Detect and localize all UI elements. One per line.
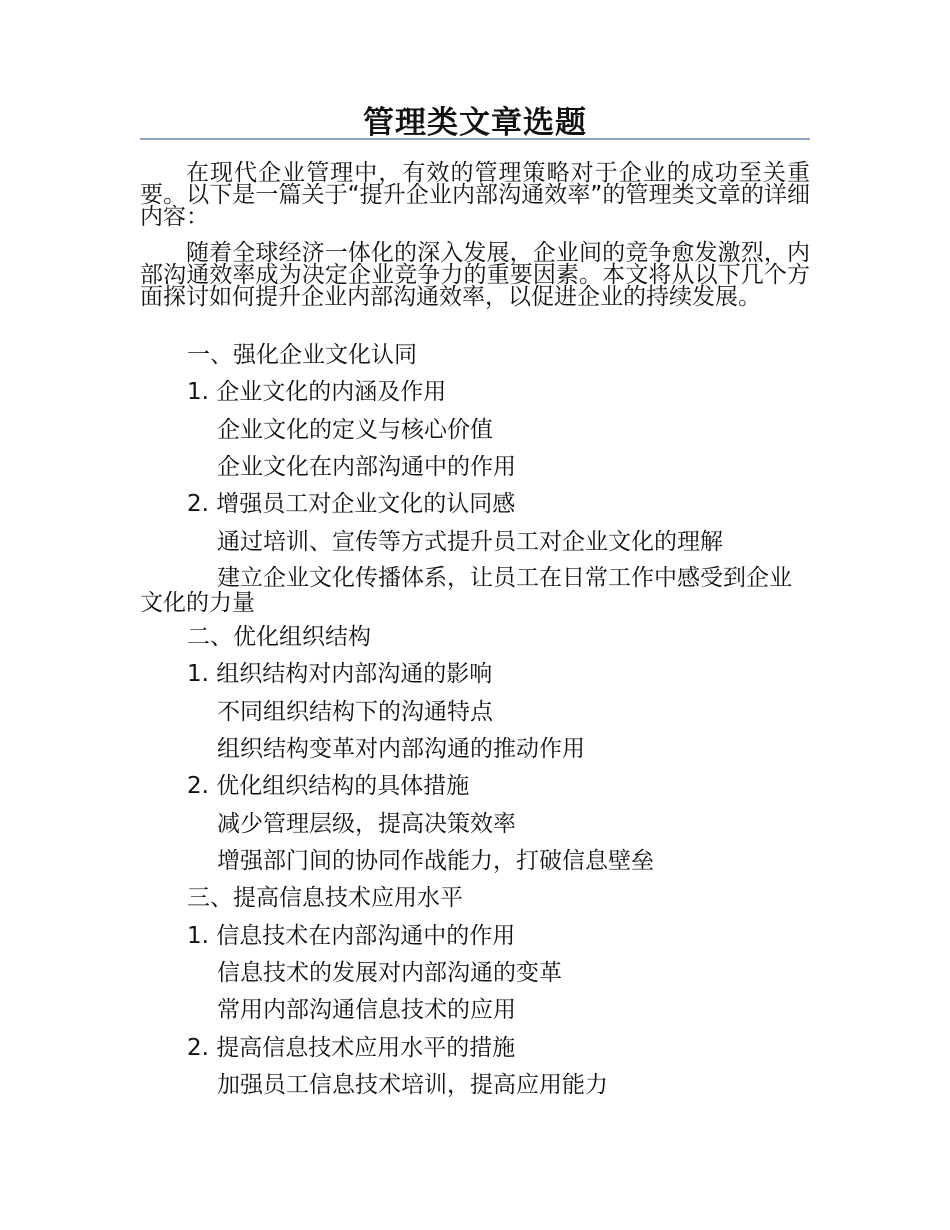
list-item: 企业文化在内部沟通中的作用 (217, 454, 516, 480)
subsection-heading: 1. 信息技术在内部沟通中的作用 (187, 923, 516, 949)
list-item: 减少管理层级，提高决策效率 (217, 811, 516, 837)
list-item: 组织结构变革对内部沟通的推动作用 (217, 736, 585, 762)
list-item: 信息技术的发展对内部沟通的变革 (217, 960, 562, 986)
list-item: 企业文化的定义与核心价值 (217, 417, 493, 443)
section-heading: 二、优化组织结构 (187, 624, 371, 650)
document-title: 管理类文章选题 (363, 105, 587, 141)
section-heading: 一、强化企业文化认同 (187, 342, 417, 368)
list-item: 加强员工信息技术培训，提高应用能力 (217, 1072, 608, 1098)
subsection-heading: 1. 企业文化的内涵及作用 (187, 379, 447, 405)
section-heading: 三、提高信息技术应用水平 (187, 885, 463, 911)
subsection-heading: 2. 提高信息技术应用水平的措施 (187, 1035, 516, 1061)
title-underline (140, 138, 810, 140)
lead-paragraph: 随着全球经济一体化的深入发展，企业间的竞争愈发激烈，内部沟通效率成为决定企业竞争力的重要因素。本文将从以下几个方面探讨如何提升企业内部沟通效率，以促进企业的持续发展。 (140, 240, 810, 310)
subsection-heading: 1. 组织结构对内部沟通的影响 (187, 661, 493, 687)
list-item: 不同组织结构下的沟通特点 (217, 699, 493, 725)
list-item: 建立企业文化传播体系，让员工在日常工作中感受到企业文化的力量 (140, 565, 792, 616)
list-item: 常用内部沟通信息技术的应用 (217, 997, 516, 1023)
subsection-heading: 2. 优化组织结构的具体措施 (187, 773, 470, 799)
subsection-heading: 2. 增强员工对企业文化的认同感 (187, 491, 516, 517)
list-item: 增强部门间的协同作战能力，打破信息壁垒 (217, 848, 654, 874)
intro-paragraph: 在现代企业管理中，有效的管理策略对于企业的成功至关重要。以下是一篇关于“提升企业内部沟通效率”的管理类文章的详细内容： (140, 160, 810, 230)
list-item: 通过培训、宣传等方式提升员工对企业文化的理解 (217, 529, 723, 555)
